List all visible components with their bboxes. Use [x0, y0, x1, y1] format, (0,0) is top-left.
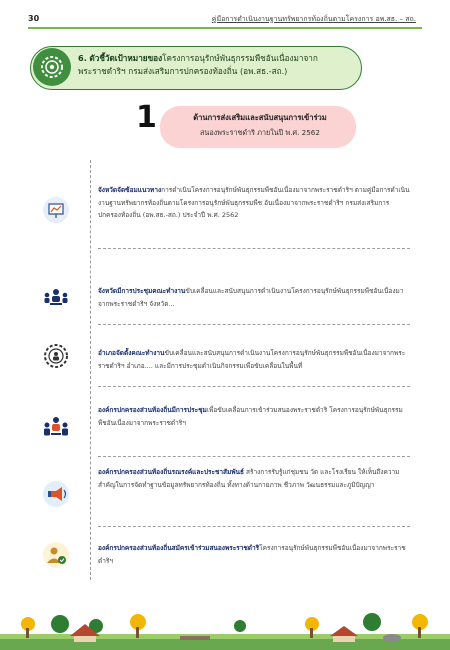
section-title-rest: โครงการอนุรักษ์พันธุกรรมพืชอันเนื่องมาจาก — [162, 53, 318, 63]
presentation-icon — [42, 196, 70, 224]
item-body: โครงการอนุรักษ์พันธุกรรมพืชอันเนื่องมาจากพระราชดำริฯ — [98, 544, 406, 565]
item-lead: องค์กรปกครองส่วนท้องถิ่นรณรงค์และประชาสัมพันธ์ — [98, 468, 244, 476]
item-body: การดำเนินโครงการอนุรักษ์พันธุกรรมพืชอันเนื่องมาจากพระราชดำริฯ ตามคู่มือการดำเนินงานฐานทรัพยากรท้องถิ่นตามโครงการอนุรักษ์พันธุกรรมพืช อันเนื่องมาจากพระราชดำริฯ กรมส่งเสริมการปกครองท้องถิ่น (อพ.สธ.-สถ.) ประจำปี พ.ศ. 2562 — [98, 186, 410, 219]
list-item — [98, 285, 410, 310]
list-item — [98, 184, 410, 222]
meeting-icon — [42, 283, 70, 311]
item-lead: จังหวัดจัดซ้อมแนวทาง — [98, 186, 162, 194]
target-gear-icon — [39, 54, 65, 80]
header-rule — [28, 27, 422, 29]
item-body: สร้างการรับรู้แก่ชุมชน วัด และโรงเรียน ให้เห็นถึงความสำคัญในการจัดทำฐานข้อมูลทรัพยากรท้องถิ่น ทั้งทางด้านกายภาพ ชีวภาพ วัฒนธรรมและภูมิปัญญา — [98, 468, 400, 489]
section-title-line2: พระราชดำริฯ กรมส่งเสริมการปกครองท้องถิ่น (อพ.สธ.-สถ.) — [78, 66, 288, 76]
running-title: คู่มือการดำเนินงานฐานทรัพยากรท้องถิ่นตามโครงการ อพ.สธ. – สถ. — [211, 15, 416, 23]
timeline-line — [90, 160, 91, 580]
divider — [98, 526, 410, 527]
megaphone-icon — [42, 480, 70, 508]
group-icon — [42, 413, 70, 441]
footer-landscape-illustration — [0, 600, 450, 650]
list-item — [98, 542, 410, 567]
section-icon — [33, 48, 71, 86]
topic-number: 1 — [136, 100, 157, 135]
item-lead: อำเภอจัดตั้งคณะทำงาน — [98, 349, 165, 357]
topic-subtitle: สนองพระราชดำริ ภายในปี พ.ศ. 2562 — [200, 128, 320, 137]
item-body: ขับเคลื่อนและสนับสนุนการดำเนินงานโครงการอนุรักษ์พันธุกรรมพืชอันเนื่องมาจากพระราชดำริฯ จังหวัด... — [98, 287, 404, 308]
section-title-bold: ตัวชี้วัดเป้าหมายของ — [89, 53, 163, 63]
item-lead: องค์กรปกครองส่วนท้องถิ่นสมัครเข้าร่วมสนองพระราชดำริ — [98, 544, 260, 552]
section-number: 6. — [78, 53, 87, 63]
item-lead: จังหวัดมีการประชุมคณะทำงาน — [98, 287, 186, 295]
divider — [98, 386, 410, 387]
applicant-icon — [42, 541, 70, 569]
list-item — [98, 347, 410, 372]
list-item — [98, 404, 410, 429]
divider — [98, 248, 410, 249]
section-heading — [78, 52, 358, 78]
topic-title: ด้านการส่งเสริมและสนับสนุนการเข้าร่วม — [193, 113, 327, 122]
divider — [98, 456, 410, 457]
divider — [98, 324, 410, 325]
team-gear-icon — [42, 342, 70, 370]
item-lead: องค์กรปกครองส่วนท้องถิ่นมีการประชุม — [98, 406, 207, 414]
page-number: 30 — [28, 14, 40, 23]
item-body: ขับเคลื่อนและสนับสนุนการดำเนินงานโครงการอนุรักษ์พันธุกรรมพืชอันเนื่องมาจากพระราชดำริฯ อำเภอ.... และมีการประชุมดำเนินกิจกรรมเพื่อขับเคลื่อนในพื้นที่ — [98, 349, 406, 370]
list-item — [98, 466, 410, 491]
item-body: เพื่อขับเคลื่อนการเข้าร่วมสนองพระราชดำริ โครงการอนุรักษ์พันธุกรรมพืชอันเนื่องมาจากพระราชดำริฯ — [98, 406, 403, 427]
